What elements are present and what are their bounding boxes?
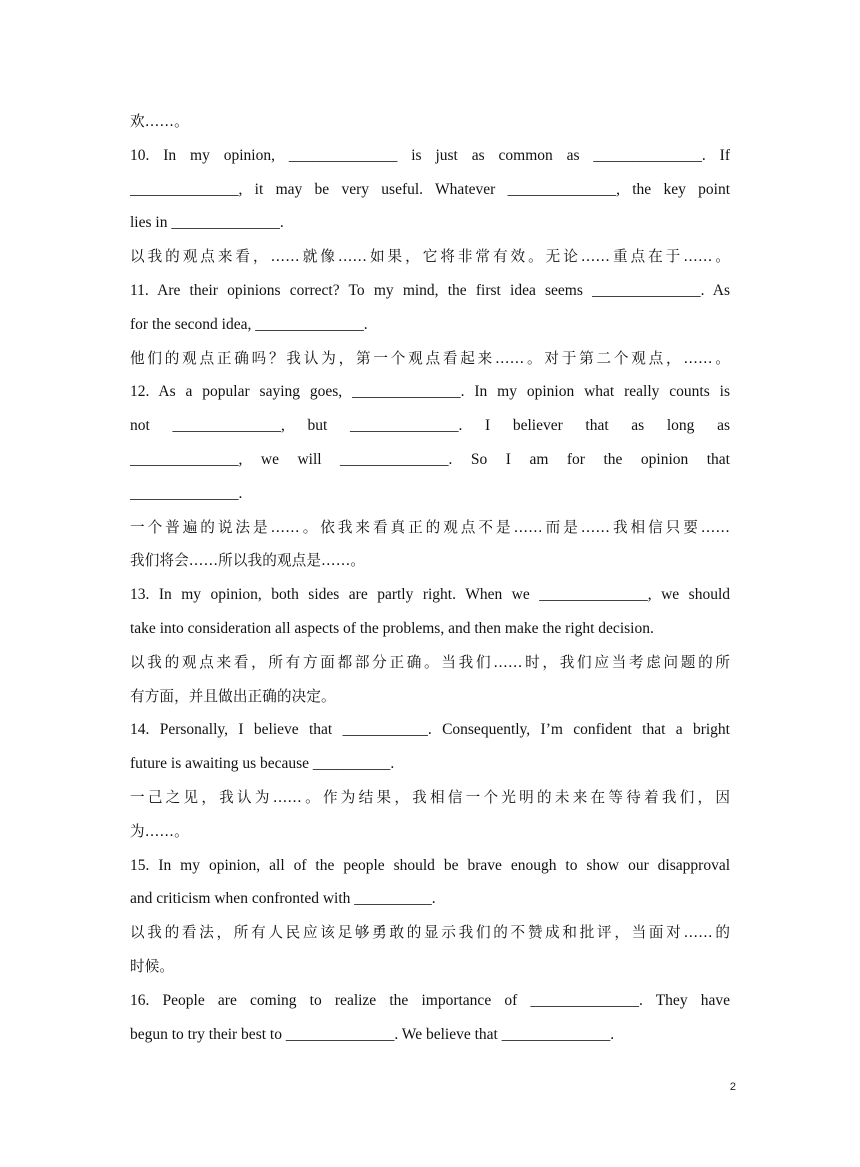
text-line: 一己之见，我认为……。作为结果，我相信一个光明的未来在等待着我们，因	[130, 788, 730, 806]
text-line: begun to try their best to ______________. We believe that ______________.	[130, 1025, 615, 1043]
text-line: 以我的观点来看，……就像……如果，它将非常有效。无论……重点在于……。	[130, 248, 730, 266]
text-line: 16. People are coming to realize the importance of ______________. They have	[130, 991, 730, 1009]
text-line: ______________.	[130, 484, 243, 502]
text-line: 一个普遍的说法是……。依我来看真正的观点不是……而是……我相信只要……	[130, 518, 730, 536]
text-line: 以我的看法，所有人民应该足够勇敢的显示我们的不赞成和批评，当面对……的	[130, 924, 730, 942]
text-line: 欢……。	[130, 113, 189, 130]
text-line: take into consideration all aspects of the problems, and then make the right decision.	[130, 619, 654, 637]
text-line: 15. In my opinion, all of the people should be brave enough to show our disapproval	[130, 856, 730, 874]
text-line: 以我的观点来看，所有方面都部分正确。当我们……时，我们应当考虑问题的所	[130, 653, 730, 671]
text-line: 有方面，并且做出正确的决定。	[130, 687, 336, 705]
page-number: 2	[729, 1081, 736, 1093]
text-line: 他们的观点正确吗？我认为，第一个观点看起来……。对于第二个观点，……。	[130, 349, 730, 367]
text-line: future is awaiting us because __________.	[130, 755, 395, 773]
text-line: 12. As a popular saying goes, ______________. In my opinion what really counts is	[130, 383, 730, 401]
text-line: and criticism when confronted with __________.	[130, 890, 436, 908]
text-line: 10. In my opinion, ______________ is just as common as ______________. If	[130, 146, 730, 164]
text-line: 时候。	[130, 957, 175, 975]
text-line: 我们将会……所以我的观点是……。	[130, 552, 366, 570]
text-line: for the second idea, ______________.	[130, 315, 368, 333]
text-line: lies in ______________.	[130, 214, 284, 232]
text-line: 13. In my opinion, both sides are partly right. When we ______________, we should	[130, 586, 730, 604]
text-line: ______________, we will ______________. So I am for the opinion that	[130, 450, 730, 468]
text-line: 14. Personally, I believe that ___________. Consequently, I’m confident that a bright	[130, 721, 730, 739]
document-body	[130, 105, 730, 1051]
text-line: 11. Are their opinions correct? To my mind, the first idea seems ______________. As	[130, 281, 730, 299]
text-line: not ______________, but ______________. I believer that as long as	[130, 417, 730, 435]
text-line: ______________, it may be very useful. Whatever ______________, the key point	[130, 180, 730, 198]
text-line: 为……。	[130, 822, 189, 840]
